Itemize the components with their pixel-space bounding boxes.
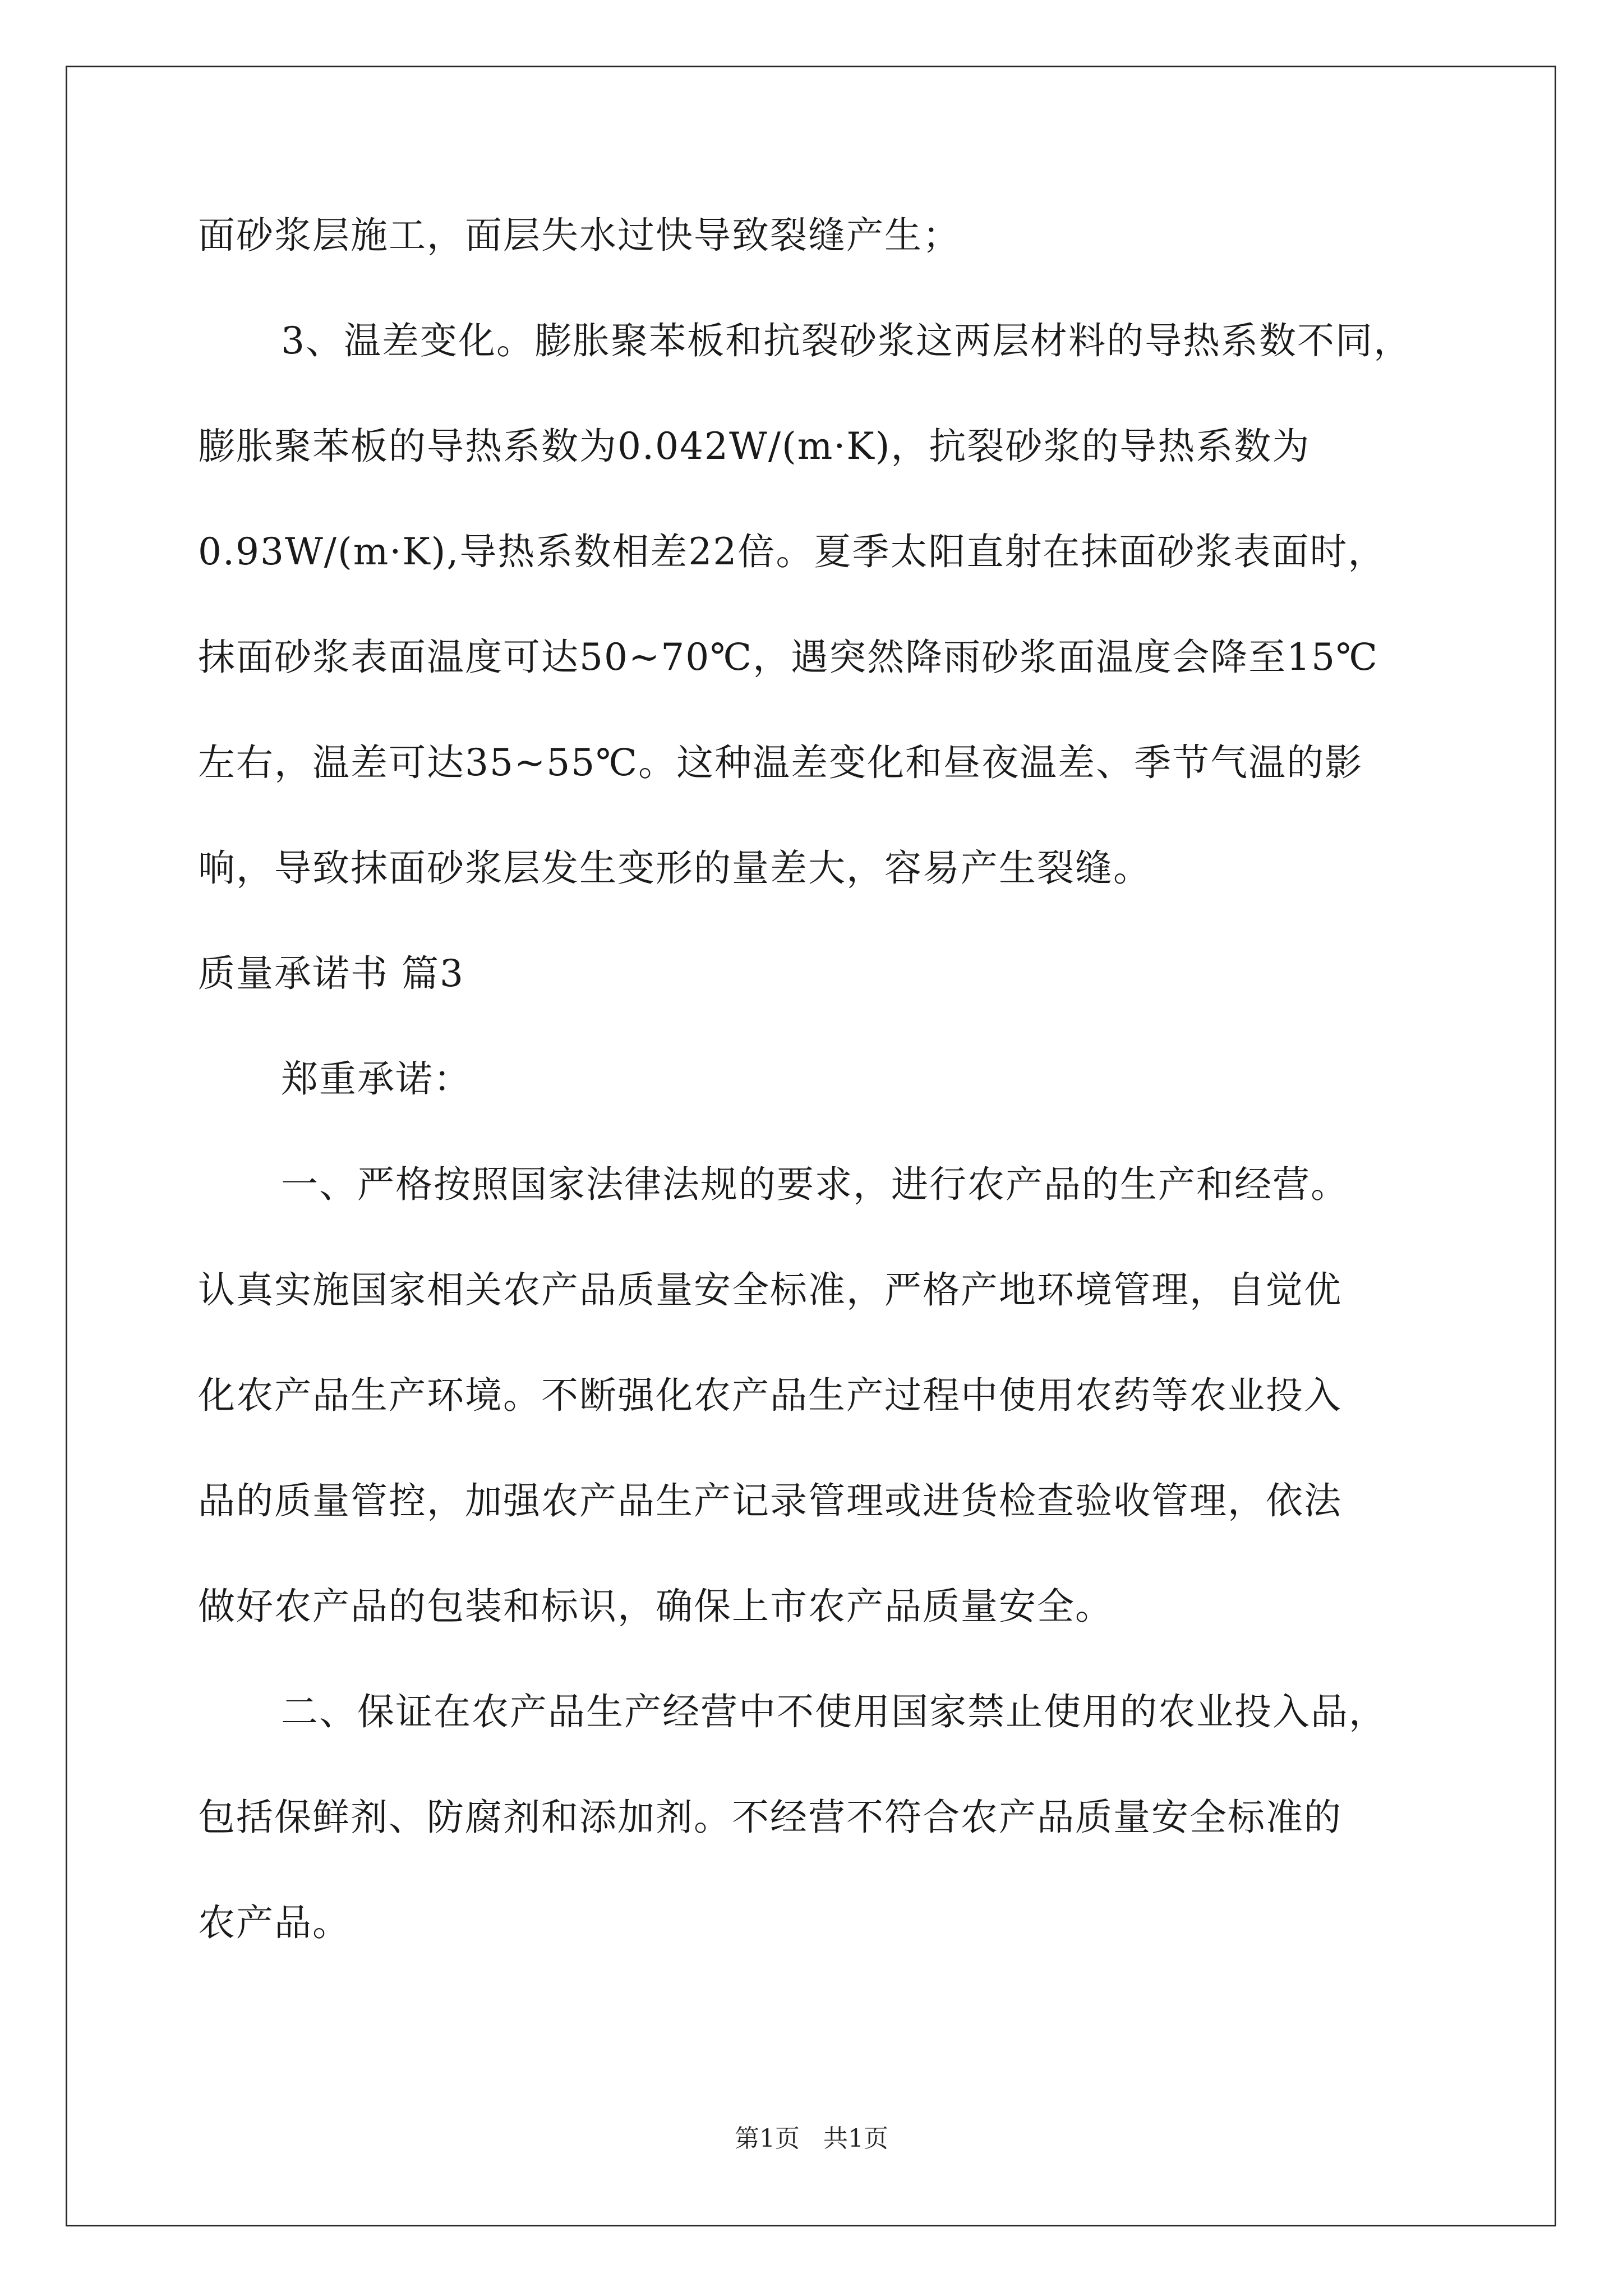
solemn-promise-label: 郑重承诺： — [281, 1057, 472, 1101]
text-line: 化农产品生产环境。不断强化农产品生产过程中使用农药等农业投入 — [198, 1374, 1342, 1417]
text-line: 膨胀聚苯板的导热系数为0.042W/(m·K)，抗裂砂浆的导热系数为 — [198, 425, 1311, 468]
document-body — [198, 209, 1449, 1949]
text-line: 抹面砂浆表面温度可达50~70℃，遇突然降雨砂浆面温度会降至15℃ — [198, 636, 1378, 679]
page-number-footer: 第1页 共1页 — [735, 2124, 888, 2153]
text-line: 包括保鲜剂、防腐剂和添加剂。不经营不符合农产品质量安全标准的 — [198, 1796, 1342, 1839]
paragraph-commitment-1: 一、严格按照国家法律法规的要求，进行农产品的生产和经营。 — [281, 1163, 1349, 1206]
text-line: 农产品。 — [198, 1901, 351, 1944]
text-line: 做好农产品的包装和标识，确保上市农产品质量安全。 — [198, 1585, 1113, 1628]
section-heading: 质量承诺书 篇3 — [198, 952, 464, 995]
text-line: 面砂浆层施工，面层失水过快导致裂缝产生； — [198, 214, 961, 257]
text-line: 认真实施国家相关农产品质量安全标准，严格产地环境管理，自觉优 — [198, 1268, 1342, 1312]
paragraph-commitment-2: 二、保证在农产品生产经营中不使用国家禁止使用的农业投入品， — [281, 1690, 1387, 1733]
text-line: 品的质量管控，加强农产品生产记录管理或进货检查验收管理，依法 — [198, 1479, 1342, 1522]
text-line: 响，导致抹面砂浆层发生变形的量差大，容易产生裂缝。 — [198, 846, 1151, 890]
text-line: 0.93W/(m·K),导热系数相差22倍。夏季太阳直射在抹面砂浆表面时， — [198, 530, 1386, 573]
paragraph-temperature: 3、温差变化。膨胀聚苯板和抗裂砂浆这两层材料的导热系数不同， — [281, 319, 1412, 362]
text-line: 左右，温差可达35~55℃。这种温差变化和昼夜温差、季节气温的影 — [198, 741, 1363, 784]
